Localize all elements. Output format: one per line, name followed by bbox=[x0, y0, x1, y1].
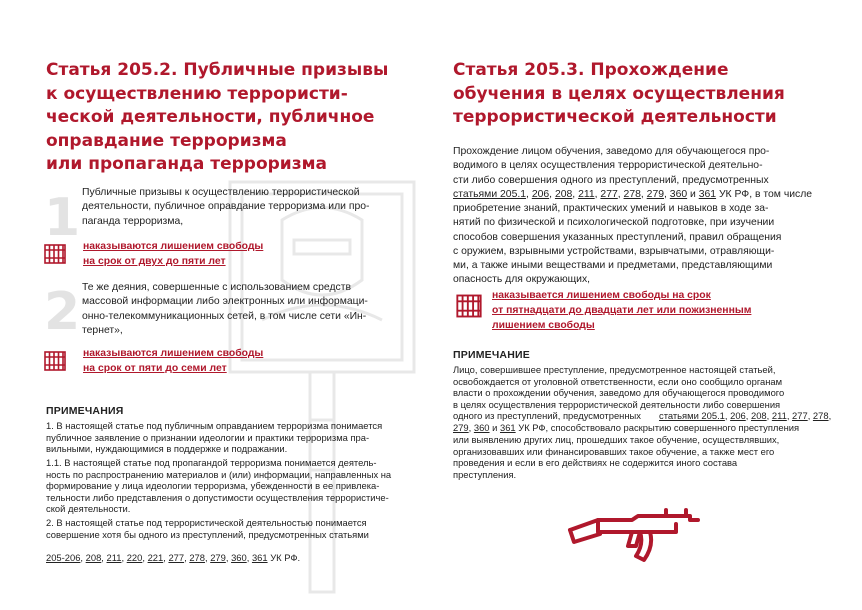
article-205-3-refs: статьями 205.1, 206, 208, 211, 277, 278, 279, 360 и 361 УК РФ, в том числе bbox=[453, 189, 813, 200]
article-link[interactable]: статьями 205.1 bbox=[659, 410, 725, 421]
penalty-line: наказываются лишением свободы bbox=[83, 348, 264, 359]
article-link[interactable]: 277 bbox=[600, 189, 618, 200]
penalty-line: на срок от пяти до семи лет bbox=[83, 363, 227, 374]
article-link[interactable]: 361 bbox=[499, 422, 516, 433]
part-2-penalty bbox=[83, 346, 263, 376]
article-205-3-text-a: Прохождение лицом обучения, заведомо для обучающегося про- водимого в целях осуществления террористической деятельно- сти либо совершения одного из преступлений, предусмотренных bbox=[453, 146, 770, 186]
penalty-line: наказываются лишением свободы bbox=[83, 241, 264, 252]
article-link[interactable]: 278 bbox=[189, 551, 205, 563]
note-1-1: 1.1. В настоящей статье под пропагандой терроризма понимается деятель- ность по распространению материалов и (или) информации, направленных на формирование у лица идеологии терроризма, убежденности в ее привлека- тельности либо представления о допустимости осуществления террористиче- ской деятельности. bbox=[46, 457, 392, 515]
part-1-text: Публичные призывы к осуществлению террористической деятельности, публичное оправдание терроризма или про- паганда терроризма, bbox=[82, 187, 370, 227]
assault-rifle-icon bbox=[566, 500, 700, 566]
article-link[interactable]: 221 bbox=[147, 551, 164, 563]
note-heading: ПРИМЕЧАНИЕ bbox=[453, 349, 530, 361]
part-number-1: 1 bbox=[44, 188, 81, 248]
article-title-205-3: Статья 205.3. Прохождение обучения в целях осуществления террористической деятельности bbox=[453, 60, 785, 127]
penalty-line: на срок от двух до пяти лет bbox=[83, 256, 226, 267]
note-refs-1: статьями 205.1, 206, 208, 211, 277, 278, bbox=[659, 410, 832, 421]
article-link[interactable]: 278 bbox=[812, 410, 829, 421]
penalty-line: лишением свободы bbox=[492, 320, 595, 331]
article-link[interactable]: 360 bbox=[231, 551, 247, 563]
article-link[interactable]: 205 bbox=[46, 551, 62, 563]
note-refs-2: 279, 360 и 361 УК РФ, способствовало раскрытию совершенного преступления bbox=[453, 422, 800, 433]
article-link[interactable]: 206 bbox=[730, 410, 746, 421]
article-link[interactable]: 277 bbox=[168, 551, 185, 563]
note-2-article-refs: 205-206, 208, 211, 220, 221, 277, 278, 279, 360, 361 УК РФ. bbox=[46, 551, 301, 563]
article-link[interactable]: 208 bbox=[750, 410, 767, 421]
article-link[interactable]: 360 bbox=[473, 422, 490, 433]
article-link[interactable]: 208 bbox=[85, 551, 102, 563]
part-1-penalty bbox=[83, 239, 263, 269]
article-link[interactable]: 279 bbox=[453, 422, 469, 433]
article-link[interactable]: -206 bbox=[61, 551, 81, 563]
article-link[interactable]: 277 bbox=[792, 410, 808, 421]
article-205-3-text-b: приобретение знаний, практических умений и навыков в ходе за- нятий по физической и психологической подготовке, при изучении способов совершения указанных преступлений, правил обращения с оружием, взрывными устройствами, взрывчатыми, отравляющи- ми, а также иными веществами и предметами, представляющими опасность для окружающих, bbox=[453, 203, 782, 286]
note-1: 1. В настоящей статье под публичным оправданием терроризма понимается публичное заявление о признании идеологии и практики терроризма пра- вильными, нуждающимися в поддержке и подражании. bbox=[46, 420, 383, 455]
note-2: 2. В настоящей статье под террористической деятельностью понимается совершение хотя бы одного из преступлений, предусмотренных статьями bbox=[46, 517, 369, 540]
part-number-2: 2 bbox=[44, 282, 81, 342]
penalty-line: наказывается лишением свободы на срок bbox=[492, 290, 711, 301]
article-link[interactable]: 206 bbox=[531, 189, 550, 200]
note-text-b: или выявлению других лиц, прошедших такое обучение, осуществлявших, организовавших или финансировавших такое обучение, а также мест его проведения и если в его действиях не содержится иного состава преступления. bbox=[453, 434, 780, 480]
article-link[interactable]: 220 bbox=[126, 551, 143, 563]
prison-bars-icon bbox=[44, 242, 66, 266]
prison-bars-icon bbox=[456, 292, 482, 320]
penalty-line: от пятнадцати до двадцати лет или пожизненным bbox=[492, 305, 752, 316]
article-link[interactable]: 211 bbox=[106, 551, 122, 563]
note-text-a: Лицо, совершившее преступление, предусмотренное настоящей статьей, освобождается от уголовной ответственности, если оно сообщило органам власти о прохождении обучения, заведомо для обучающегося проводимого в целях осуществления террористической деятельности либо совершения одного из преступлений, предусмотренных bbox=[453, 364, 785, 422]
prison-bars-icon bbox=[44, 349, 66, 373]
article-link[interactable]: статьями 205.1 bbox=[453, 189, 527, 200]
article-title-205-2: Статья 205.2. Публичные призывы к осуществлению террористи- ческой деятельности, публичное оправдание терроризма или пропаганда терроризма bbox=[46, 60, 389, 174]
article-link[interactable]: 278 bbox=[623, 189, 641, 200]
article-205-3-penalty bbox=[492, 288, 751, 333]
article-link[interactable]: 279 bbox=[646, 189, 665, 200]
notes-heading: ПРИМЕЧАНИЯ bbox=[46, 405, 124, 417]
article-link[interactable]: 361 bbox=[251, 551, 268, 563]
article-link[interactable]: 211 bbox=[578, 189, 595, 200]
article-link[interactable]: 360 bbox=[669, 189, 688, 200]
article-link[interactable]: 279 bbox=[210, 551, 226, 563]
article-link[interactable]: 208 bbox=[554, 189, 573, 200]
article-link[interactable]: 361 bbox=[698, 189, 717, 200]
article-link[interactable]: 211 bbox=[771, 410, 787, 421]
part-2-text: Те же деяния, совершенные с использованием средств массовой информации либо электронных или информаци- онно-телекоммуникационных сетей, в том числе сети «Ин- тернет», bbox=[82, 282, 368, 336]
